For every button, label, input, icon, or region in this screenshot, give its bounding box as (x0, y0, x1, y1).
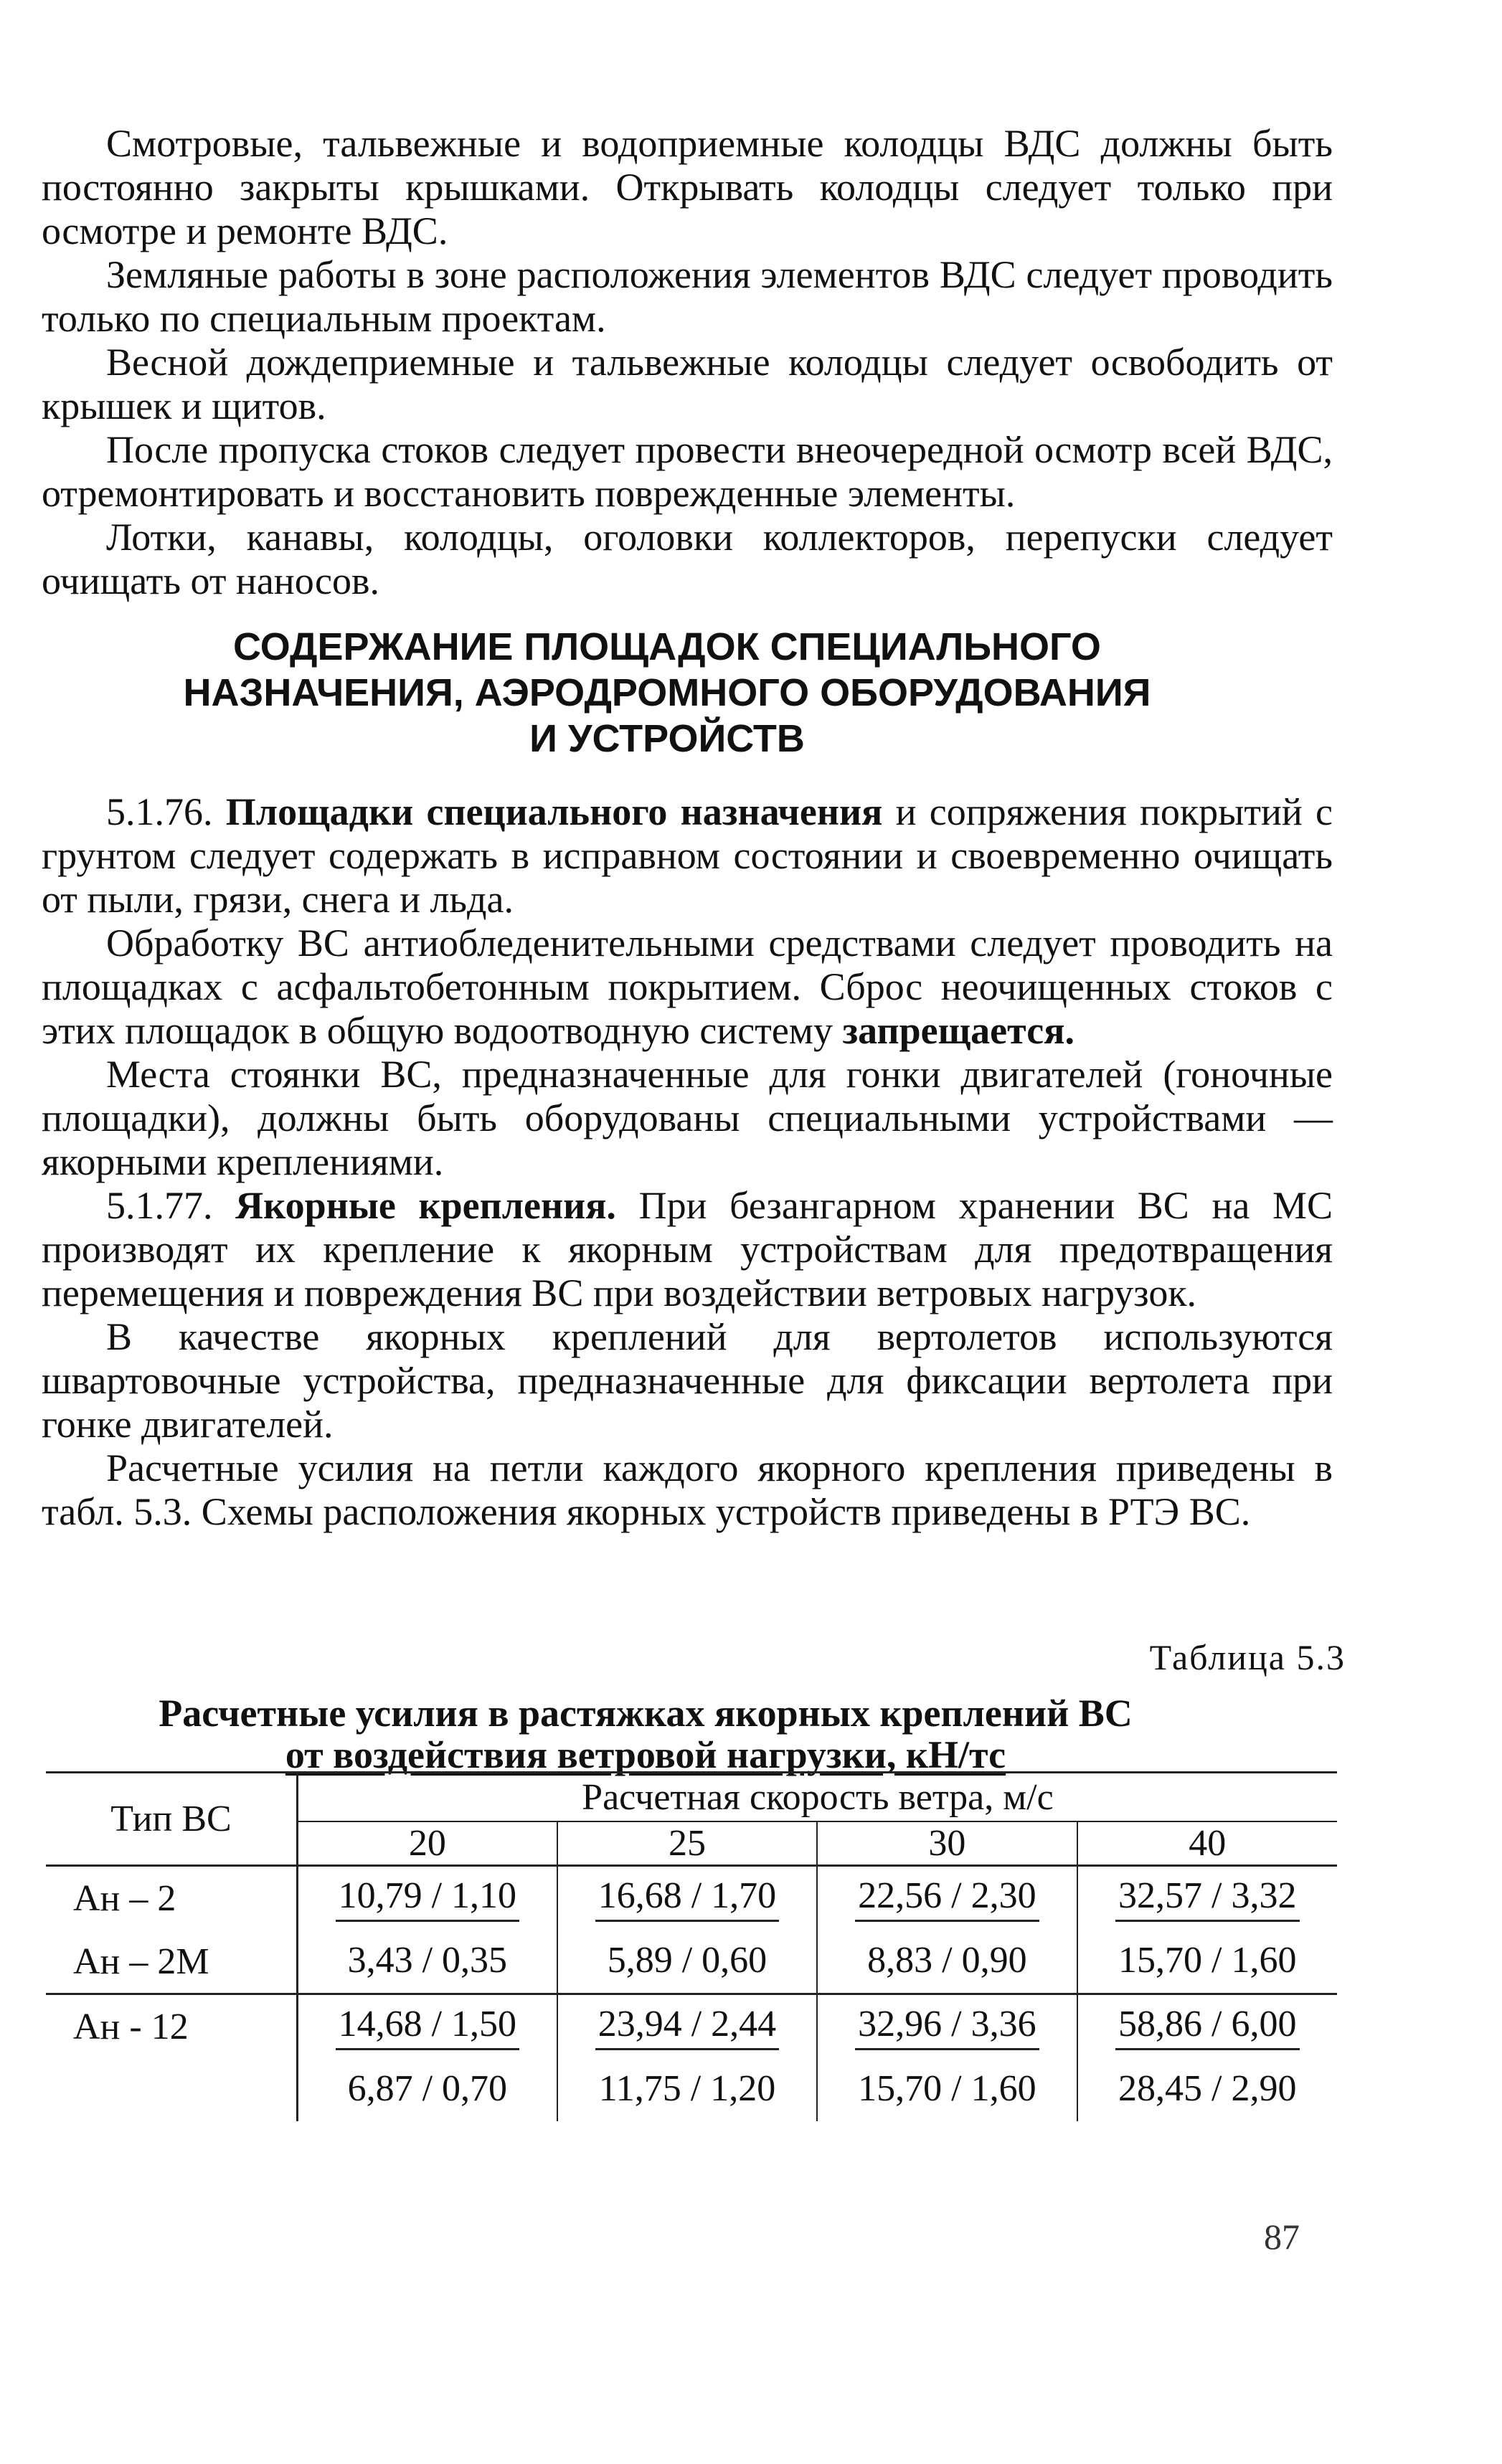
table-cell: 16,68 / 1,70 (595, 1875, 779, 1922)
table-title: Расчетные усилия в растяжках якорных креплений ВС от воздействия ветровой нагрузки, кН/тс (159, 1692, 1133, 1776)
paragraph: Расчетные усилия на петли каждого якорного крепления приведены в табл. 5.3. Схемы расположения якорных устройств приведены в РТЭ ВС. (42, 1446, 1333, 1533)
table-cell: 23,94 / 2,44 (595, 2003, 779, 2050)
speed-30: 30 (817, 1821, 1077, 1866)
table-row (46, 1994, 1337, 2059)
intro-block (42, 122, 1333, 603)
column-header-type: Тип ВС (46, 1773, 297, 1866)
table-cell: 15,70 / 1,60 (1118, 1939, 1297, 1981)
row-label (46, 2058, 297, 2121)
section-heading (108, 624, 1227, 762)
table-row (46, 1930, 1337, 1994)
table-cell: 11,75 / 1,20 (598, 2067, 776, 2109)
speed-20: 20 (297, 1821, 557, 1866)
paragraph: Места стоянки ВС, предназначенные для гонки двигателей (гоночные площадки), должны быть оборудованы специальными устройствами — якорными креплениями. (42, 1053, 1333, 1183)
table-cell: 3,43 / 0,35 (347, 1939, 508, 1981)
table-cell: 6,87 / 0,70 (347, 2067, 508, 2109)
row-label: Ан – 2М (46, 1930, 297, 1994)
column-header-speed: Расчетная скорость ветра, м/с (297, 1773, 1337, 1822)
speed-40: 40 (1077, 1821, 1337, 1866)
wind-load-table (46, 1771, 1337, 2121)
body-block (42, 790, 1333, 1534)
heading-line: И УСТРОЙСТВ (529, 717, 805, 760)
table-header-row (46, 1773, 1337, 1822)
table-cell: 15,70 / 1,60 (858, 2067, 1036, 2109)
speed-25: 25 (557, 1821, 817, 1866)
bold-term: запрещается. (842, 1009, 1074, 1052)
row-label: Ан – 2 (46, 1866, 297, 1930)
table-cell: 22,56 / 2,30 (855, 1875, 1039, 1922)
bold-term: Площадки специального назначения (225, 790, 883, 833)
table-cell: 5,89 / 0,60 (607, 1939, 767, 1981)
table-row (46, 1866, 1337, 1930)
table-cell: 8,83 / 0,90 (867, 1939, 1027, 1981)
paragraph: Обработку ВС антиобледенительными средствами следует проводить на площадках с асфальтобетонным покрытием. Сброс неочищенных стоков с этих площадок в общую водоотводную систему запрещается. (42, 921, 1333, 1052)
paragraph: Весной дождеприемные и тальвежные колодцы следует освободить от крышек и щитов. (42, 341, 1333, 427)
page-number: 87 (1264, 2217, 1300, 2257)
row-label: Ан - 12 (46, 1994, 297, 2059)
table-row (46, 2058, 1337, 2121)
paragraph: Лотки, канавы, колодцы, оголовки коллекторов, перепуски следует очищать от наносов. (42, 516, 1333, 602)
paragraph: В качестве якорных креплений для вертолетов используются швартовочные устройства, предназначенные для фиксации вертолета при гонке двигателей. (42, 1315, 1333, 1446)
table-cell: 10,79 / 1,10 (336, 1875, 519, 1922)
heading-line: НАЗНАЧЕНИЯ, АЭРОДРОМНОГО ОБОРУДОВАНИЯ (183, 671, 1151, 714)
table-cell: 28,45 / 2,90 (1118, 2067, 1297, 2109)
bold-term: Якорные крепления. (235, 1184, 616, 1227)
table-number: Таблица 5.3 (1149, 1637, 1346, 1677)
paragraph: После пропуска стоков следует провести внеочередной осмотр всей ВДС, отремонтировать и восстановить поврежденные элементы. (42, 428, 1333, 515)
table-cell: 58,86 / 6,00 (1115, 2003, 1299, 2050)
table-cell: 32,57 / 3,32 (1115, 1875, 1299, 1922)
paragraph: Земляные работы в зоне расположения элементов ВДС следует проводить только по специальным проектам. (42, 253, 1333, 340)
paragraph-5177: 5.1.77. Якорные крепления. При безангарном хранении ВС на МС производят их крепление к якорным устройствам для предотвращения перемещения и повреждения ВС при воздействии ветровых нагрузок. (42, 1184, 1333, 1314)
table-cell: 32,96 / 3,36 (855, 2003, 1039, 2050)
paragraph: Смотровые, тальвежные и водоприемные колодцы ВДС должны быть постоянно закрыты крышками. Открывать колодцы следует только при осмотре и ремонте ВДС. (42, 122, 1333, 252)
heading-line: СОДЕРЖАНИЕ ПЛОЩАДОК СПЕЦИАЛЬНОГО (233, 625, 1101, 668)
table-cell: 14,68 / 1,50 (336, 2003, 519, 2050)
paragraph-5176: 5.1.76. Площадки специального назначения и сопряжения покрытий с грунтом следует содержать в исправном состоянии и своевременно очищать от пыли, грязи, снега и льда. (42, 790, 1333, 921)
